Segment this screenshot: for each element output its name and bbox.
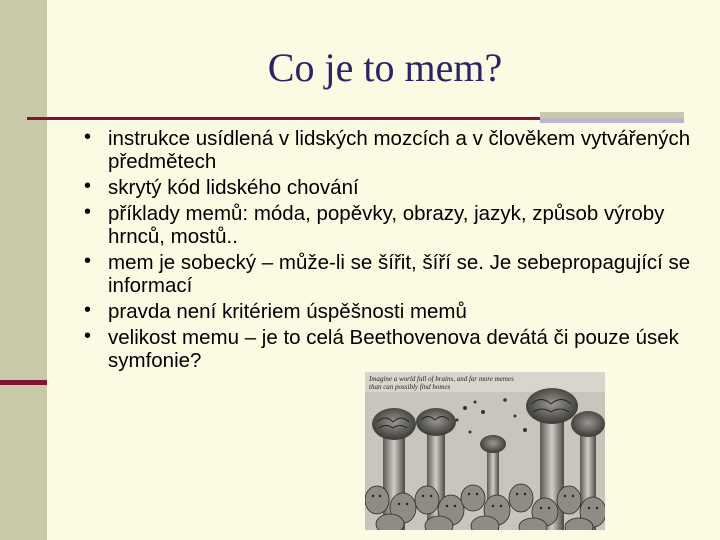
bullet-text: příklady memů: móda, popěvky, obrazy, jazyk, způsob výroby hrnců, mostů.. — [108, 202, 665, 248]
bullet-list — [84, 127, 704, 375]
title-rule — [27, 117, 543, 120]
bullet-item — [84, 326, 704, 372]
bullet-text: mem je sobecký – může-li se šířit, šíří se. Je sebepropagující se informací — [108, 251, 691, 297]
left-decor-strip — [0, 0, 47, 540]
bullet-text: pravda není kritériem úspěšnosti memů — [108, 300, 467, 323]
bullet-text: velikost memu – je to celá Beethovenova devátá či pouze úsek symfonie? — [108, 326, 679, 372]
title-rule-accent-lower — [540, 118, 684, 123]
bullet-item — [84, 251, 704, 297]
bullet-item — [84, 127, 704, 173]
bullet-text: skrytý kód lidského chování — [108, 176, 359, 199]
bullet-icon: • — [84, 325, 92, 347]
illustration-caption: Imagine a world full of brains, and far more memes than can possibly find homes — [369, 375, 514, 391]
bullet-text: instrukce usídlená v lidských mozcích a v člověkem vytvářených předmětech — [108, 127, 691, 173]
slide-title: Co je to mem? — [267, 45, 503, 90]
bullet-item — [84, 202, 704, 248]
bullet-icon: • — [84, 299, 92, 321]
brains-illustration — [365, 372, 605, 530]
bullet-icon: • — [84, 126, 92, 148]
brains-illustration-icon — [365, 372, 605, 530]
bullet-icon: • — [84, 201, 92, 223]
left-decor-accent — [0, 380, 47, 385]
bullet-item — [84, 300, 704, 323]
bullet-item — [84, 176, 704, 199]
bullet-icon: • — [84, 175, 92, 197]
bullet-icon: • — [84, 250, 92, 272]
